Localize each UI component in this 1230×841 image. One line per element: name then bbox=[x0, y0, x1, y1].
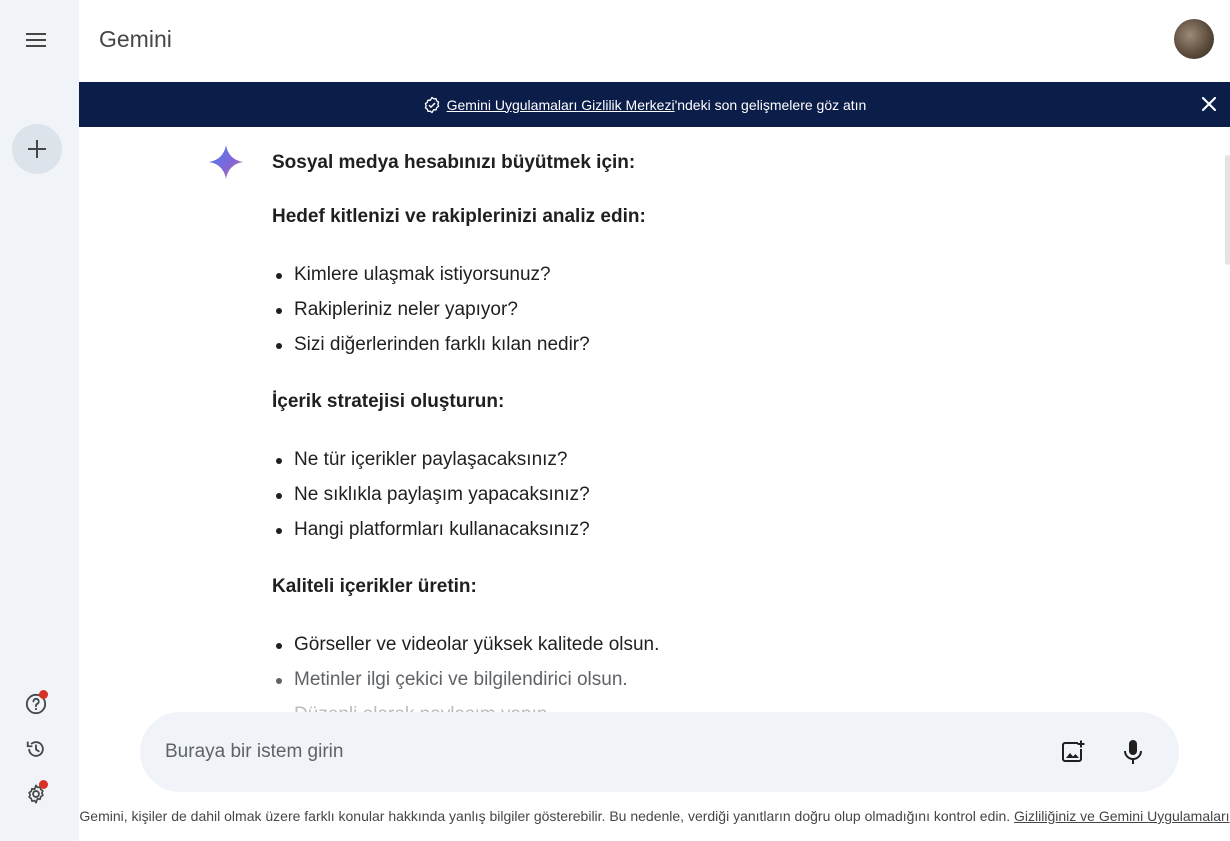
privacy-center-link[interactable]: Gemini Uygulamaları Gizlilik Merkezi bbox=[446, 96, 675, 113]
prompt-bar bbox=[140, 712, 1179, 792]
list-item: Ne tür içerikler paylaşacaksınız? bbox=[272, 442, 1132, 477]
list-item: Rakipleriniz neler yapıyor? bbox=[272, 292, 1132, 327]
prompt-input[interactable] bbox=[165, 732, 1025, 772]
privacy-link[interactable]: Gizliliğiniz ve Gemini Uygulamaları bbox=[1014, 808, 1230, 824]
list-item: Sizi diğerlerinden farklı kılan nedir? bbox=[272, 327, 1132, 362]
disclaimer-text: Gemini, kişiler de dahil olmak üzere farklı konular hakkında yanlış bilgiler gösterebilir. Bu nedenle, verdiği yanıtların doğru olup olmadığını kontrol edin. bbox=[79, 808, 1011, 824]
list-item: Hangi platformları kullanacaksınız? bbox=[272, 512, 1132, 547]
app-title: Gemini bbox=[99, 26, 172, 52]
add-image-icon bbox=[1060, 739, 1086, 765]
banner-message: Gemini Uygulamaları Gizlilik Merkezi'ndeki son gelişmelere göz atın bbox=[446, 96, 867, 113]
privacy-banner bbox=[79, 82, 1230, 127]
response-body bbox=[272, 149, 1132, 758]
upload-image-button[interactable] bbox=[1053, 732, 1093, 772]
gemini-spark-icon bbox=[207, 143, 245, 181]
list-item: Görseller ve videolar yüksek kalitede olsun. bbox=[272, 627, 1132, 662]
sidebar bbox=[0, 0, 79, 841]
microphone-icon bbox=[1122, 739, 1144, 765]
section-title: İçerik stratejisi oluşturun: bbox=[272, 391, 505, 412]
section-title: Hedef kitlenizi ve rakiplerinizi analiz edin: bbox=[272, 206, 646, 227]
list-item: Ne sıklıkla paylaşım yapacaksınız? bbox=[272, 477, 1132, 512]
list-item: Kimlere ulaşmak istiyorsunuz? bbox=[272, 257, 1132, 292]
conversation-area bbox=[79, 127, 1230, 712]
verified-check-icon bbox=[423, 96, 441, 114]
avatar[interactable] bbox=[1174, 19, 1214, 59]
help-button[interactable] bbox=[16, 684, 56, 724]
response-heading: Sosyal medya hesabınızı büyütmek için: bbox=[272, 152, 636, 173]
bullet-list bbox=[272, 442, 1132, 547]
list-item: Metinler ilgi çekici ve bilgilendirici olsun. bbox=[272, 662, 1132, 697]
banner-close-button[interactable] bbox=[1198, 93, 1220, 115]
menu-icon bbox=[26, 33, 46, 47]
disclaimer bbox=[79, 806, 1230, 826]
section-title: Kaliteli içerikler üretin: bbox=[272, 576, 477, 597]
settings-button[interactable] bbox=[16, 774, 56, 814]
activity-button[interactable] bbox=[16, 729, 56, 769]
close-icon bbox=[1201, 96, 1217, 112]
notification-dot bbox=[39, 690, 48, 699]
microphone-button[interactable] bbox=[1113, 732, 1153, 772]
new-chat-button[interactable] bbox=[12, 124, 62, 174]
plus-icon bbox=[27, 139, 47, 159]
menu-button[interactable] bbox=[16, 20, 56, 60]
scrollbar[interactable] bbox=[1225, 155, 1230, 265]
bullet-list bbox=[272, 257, 1132, 362]
history-icon bbox=[25, 738, 47, 760]
top-bar bbox=[79, 0, 1230, 82]
notification-dot bbox=[39, 780, 48, 789]
